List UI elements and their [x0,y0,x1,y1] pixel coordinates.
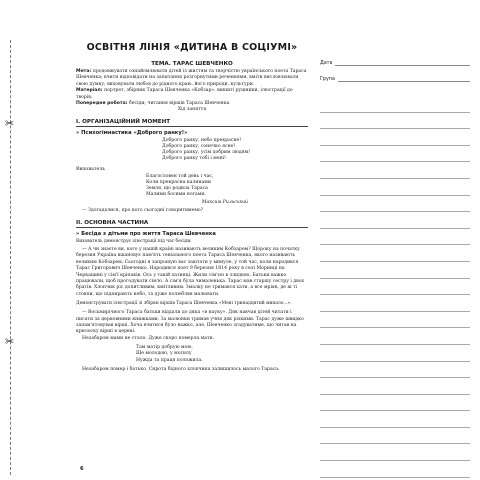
question-text: — Здогадалися, про кого сьогодні говоритимемо? [82,208,204,214]
group-line[interactable] [338,73,470,82]
shevchenko-verse [136,345,308,364]
poem-line: Доброго ранку, небо прекрасне! [162,137,242,143]
note-line [320,212,470,229]
verse-line: Там матір добрую мою, [136,345,193,351]
group-label: Група [320,77,335,82]
page-number: 6 [80,466,84,472]
goal-text: продовжувати ознайомлювати дітей із життям та творчістю українського поета Тараса Шевченка; вчити відповідати на запитання розгорнутими реченнями, вміти висловлювати свою думку; виховувати любов до рідного краю, його природи, культури. [76,69,307,87]
teacher-note-2: Демонструвати ілюстрації зі збірки віршів Тараса Шевченка «Мені тринадцятий минало...». [76,301,292,307]
verse-line: Земля, що родила Тараса [146,186,208,192]
verse-line: Ще молодою, у могилу [136,351,192,357]
date-line[interactable] [335,57,470,66]
verse-line: Благословен той день і час, [146,173,214,179]
note-line [320,461,470,478]
note-line [320,229,470,246]
lesson-plan [76,38,308,373]
section-1-title: І. ОРГАНІЗАЦІЙНИЙ МОМЕНТ [76,119,308,127]
note-line [320,411,470,428]
scissors-icon: ✂ [5,117,15,130]
date-label: Дата [320,61,333,66]
lesson-topic: ТЕМА. ТАРАС ШЕВЧЕНКО [151,61,233,67]
note-line [320,312,470,329]
rylsky-verse [146,174,308,199]
note-line [320,179,470,196]
group-field[interactable] [320,70,470,82]
verse-author: Максим Рильський [201,200,248,206]
note-line [320,345,470,362]
prior-work-label: Попередня робота: [76,101,128,107]
note-line [320,96,470,113]
materials-text: портрет, збірник Тараса Шевченка «Кобзар», вишиті рушники, ілюстрації до творів. [76,88,293,100]
materials-paragraph [76,88,308,101]
poem-line: Доброго ранку, усім добрим людям! [162,150,251,156]
verse-line: Нужда та праця положила. [136,357,203,363]
lesson-course-heading: Хід заняття [177,107,207,113]
note-line [320,328,470,345]
story-paragraph-4: Незабаром помер і батько. Сирота бідного хлопчика залишилось малого Тараса. [82,366,280,372]
story-paragraph-3: Незабаром мами не стало. Дуже скоро померла мати. [82,335,215,341]
goal-label: Мета: [76,69,92,74]
note-line [320,129,470,146]
note-line [320,378,470,395]
teacher-note: Вихователь демонструє ілюстрації під час бесіди. [76,238,192,244]
story-paragraph-1: — А чи знаєте ви, кого у нашій країні називають великим Кобзарем? Щороку на початку березня Україна вшановує пам'ять геніального поета Тараса Шевченка, якого називають великим Кобзарем. Сьогодні я запрошую вас завітати у минуле, у той час, коли народився Тарас Григорович Шевченко. Народився поет 9 березня 1814 року в селі Моринці на Черкащині у сім'ї кріпаків. Ось у такій хатинці. Жили сім'єю в злиднях. Батьки важко працювали, щоб прогодувати сім'ю. А сім'я була чималенька. Тарас мав старшу сестру і двох братів. Хлопчик ріс допитливим, кмітливим. Змалку не тримався хати, а все мріяв, де ж ті стовпи, що підпирають небо, та дуже полюбляв малювати. [76,246,305,297]
cut-line [10,40,11,475]
prior-work-text: бесіди; читання віршів Тараса Шевченка [129,101,230,107]
note-line [320,113,470,130]
notes-header [320,54,470,86]
poem-line: Доброго ранку, сонечко ясне! [162,144,236,150]
note-line [320,295,470,312]
note-line [320,428,470,445]
note-line [320,444,470,461]
note-line [320,395,470,412]
note-line [320,146,470,163]
verse-line: Коли прекрасна калинами [146,179,211,185]
story-paragraph-2: — Восьмирічного Тараса батьки віддали до дяка «в науку». Дяк навчав дітей читати і писати за церковними книжками. За малюнки тримав учня дяк різкими. Тарас дуже швидко запам'ятовував вірші. Хоча вчитися було важко, але, Шевченко згадуватиме, що читав на крилоску вірші в церкві. [76,310,304,335]
section-2-item: » Бесіда з дітьми про життя Тараса Шевченка [76,230,216,237]
materials-label: Матеріал: [76,88,103,94]
goal-paragraph [76,69,308,88]
verse-line: Малими босими ногами. [146,192,206,198]
section-1-item: » Психогімнастика «Доброго ранку!» [76,129,188,136]
scissors-icon: ✂ [5,335,15,348]
note-line [320,245,470,262]
note-line [320,262,470,279]
greeting-poem [162,138,308,163]
note-line [320,362,470,379]
poem-line: Доброго ранку тобі і мені! [162,156,226,162]
note-line [320,196,470,213]
note-line [320,162,470,179]
note-line [320,279,470,296]
section-2-title: ІІ. ОСНОВНА ЧАСТИНА [76,220,308,228]
date-field[interactable] [320,54,470,66]
page-title: ОСВІТНЯ ЛІНІЯ «ДИТИНА В СОЦІУМІ» [86,42,298,53]
notes-area[interactable] [320,96,470,478]
speaker-role: Вихователь [76,166,106,172]
